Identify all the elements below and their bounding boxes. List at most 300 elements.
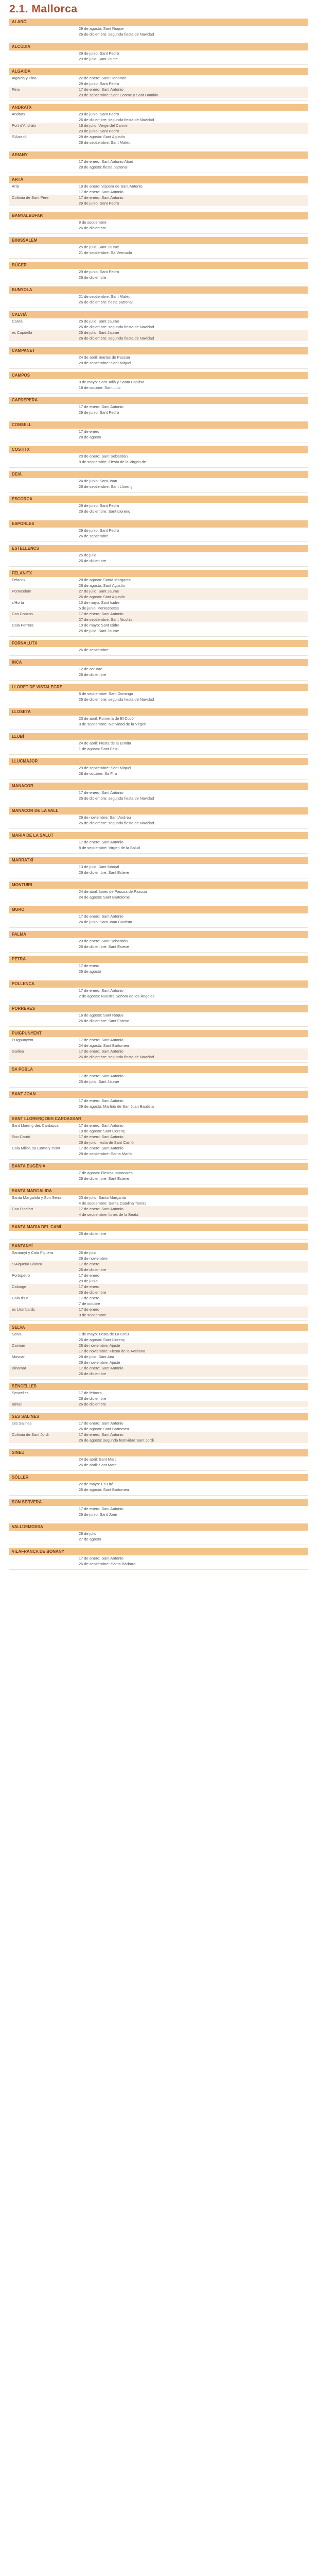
date-cell: 17 de enero: Sant Antonio <box>79 1421 123 1426</box>
holiday-list <box>9 691 308 702</box>
municipality-header: ESPORLES <box>9 520 308 528</box>
holiday-row <box>9 92 308 98</box>
municipality-header: SÓLLER <box>9 1474 308 1481</box>
divider <box>9 1379 308 1380</box>
holiday-list <box>9 790 308 801</box>
date-cell: 17 de enero <box>79 1284 100 1289</box>
date-cell: 17 de enero: Sant Antonio <box>79 840 123 844</box>
holiday-list <box>9 864 308 875</box>
locality-cell <box>9 765 79 771</box>
holiday-row <box>9 503 308 509</box>
date-cell: 26 de noviembre: Sant Andreu <box>79 815 131 820</box>
holiday-row <box>9 1267 308 1273</box>
holiday-list <box>9 1098 308 1109</box>
date-cell: 28 de agosto: fiesta patronal <box>79 165 128 170</box>
date-cell: 17 de enero <box>79 1262 100 1266</box>
holiday-row <box>9 1555 308 1561</box>
locality-cell: Calvià <box>12 319 23 324</box>
holiday-row <box>9 1365 308 1371</box>
municipality-header: CALVIÀ <box>9 311 308 318</box>
holiday-row <box>9 354 308 360</box>
municipality-header: BÚGER <box>9 262 308 269</box>
holiday-row <box>9 583 308 588</box>
locality-cell: Felanitx <box>12 578 26 582</box>
holiday-list <box>9 913 308 925</box>
municipality-header: SES SALINES <box>9 1413 308 1420</box>
date-cell: 7 de octubre <box>79 1301 100 1306</box>
holiday-list <box>9 183 308 206</box>
holiday-row <box>9 1354 308 1360</box>
holiday-row <box>9 577 308 583</box>
locality-cell: ses Salines <box>12 1421 32 1426</box>
locality-cell <box>9 1348 79 1354</box>
locality-cell: Selva <box>12 1332 22 1336</box>
holiday-row <box>9 219 308 225</box>
date-cell: 26 de diciembre: Sant Esteve <box>79 944 129 949</box>
locality-cell: es Capdellà <box>12 330 32 335</box>
holiday-row <box>9 1128 308 1134</box>
date-cell: 26 de abril: Sant Marc <box>79 1463 117 1467</box>
date-cell: 26 de diciembre: segunda fiesta de Navidad <box>79 32 154 37</box>
locality-cell: Cala Millor, sa Coma y s'Illot <box>12 1146 60 1150</box>
locality-cell: Port d'Andratx <box>12 123 37 128</box>
holiday-row <box>9 335 308 341</box>
locality-cell <box>9 594 79 600</box>
locality-cell <box>9 81 79 87</box>
holiday-list <box>9 815 308 826</box>
divider <box>9 1320 308 1321</box>
locality-cell: Galilea <box>12 1049 24 1054</box>
date-cell: 26 de diciembre: Sant Esteve <box>79 1176 129 1181</box>
locality-cell: Can Picafort <box>12 1207 33 1211</box>
holiday-row <box>9 894 308 900</box>
holiday-row <box>9 330 308 335</box>
locality-cell <box>9 1018 79 1024</box>
locality-cell <box>9 1140 79 1145</box>
holiday-row <box>9 1037 308 1043</box>
date-cell: 17 de enero <box>79 1296 100 1300</box>
locality-cell <box>9 92 79 98</box>
divider <box>9 754 308 755</box>
locality-cell <box>9 1176 79 1181</box>
locality-cell: Sencelles <box>12 1391 29 1395</box>
date-cell: 17 de enero <box>79 429 100 434</box>
locality-cell: Puigpunyent <box>12 1038 33 1042</box>
locality-cell <box>9 740 79 746</box>
holiday-row <box>9 275 308 280</box>
divider <box>9 233 308 234</box>
holiday-list <box>9 1531 308 1542</box>
locality-cell <box>9 628 79 634</box>
holiday-row <box>9 552 308 558</box>
holiday-row <box>9 140 308 145</box>
holiday-row <box>9 1487 308 1493</box>
locality-cell <box>9 459 79 465</box>
locality-cell <box>9 993 79 999</box>
locality-cell <box>9 1012 79 1018</box>
date-cell: 24 de agosto: Sant Bartomeu <box>79 1043 129 1048</box>
holiday-row <box>9 605 308 611</box>
locality-cell: Portocolom <box>12 589 31 594</box>
holiday-row <box>9 771 308 776</box>
holiday-row <box>9 195 308 200</box>
holiday-row <box>9 244 308 250</box>
holiday-row <box>9 870 308 875</box>
locality-cell <box>9 379 79 385</box>
date-cell: 17 de enero <box>79 1307 100 1312</box>
municipality-header: VILAFRANCA DE BONANY <box>9 1548 308 1555</box>
locality-cell <box>9 26 79 31</box>
date-cell: 1 de agosto: Sant Feliu <box>79 747 119 751</box>
date-cell: 1 de mayo: Festa de La Creu <box>79 1332 129 1336</box>
locality-cell <box>9 225 79 231</box>
municipality-header: ALCÚDIA <box>9 43 308 50</box>
holiday-row <box>9 1256 308 1261</box>
locality-cell <box>9 938 79 944</box>
date-cell: 26 de diciembre <box>79 672 107 677</box>
locality-cell <box>9 558 79 564</box>
divider <box>9 566 308 567</box>
date-cell: 17 de enero: Sant Antonio <box>79 1098 123 1103</box>
municipality-header: SANTA MARIA DEL CAMÍ <box>9 1224 308 1231</box>
date-cell: 26 de diciembre <box>79 275 107 280</box>
date-cell: 26 de noviembre <box>79 1256 108 1261</box>
holiday-row <box>9 1301 308 1307</box>
holiday-row <box>9 666 308 672</box>
date-cell: 17 de enero: Sant Antonio <box>79 790 123 795</box>
locality-cell <box>9 484 79 489</box>
locality-cell <box>9 969 79 974</box>
holiday-list <box>9 159 308 170</box>
locality-cell <box>9 1128 79 1134</box>
divider <box>9 655 308 656</box>
locality-cell <box>9 1231 79 1236</box>
holiday-row <box>9 1390 308 1396</box>
locality-cell <box>9 117 79 123</box>
holiday-list <box>9 111 308 145</box>
holiday-list <box>9 1506 308 1517</box>
date-cell: 26 de agosto: Sant Bartomeu <box>79 1427 129 1431</box>
date-cell: 28 de julio: Sant Ana <box>79 1354 114 1359</box>
holiday-list <box>9 1481 308 1493</box>
locality-cell <box>9 533 79 539</box>
holiday-row <box>9 1134 308 1140</box>
municipality-header: COSTITX <box>9 446 308 453</box>
date-cell: 21 de septiembre: Sa Vermada <box>79 250 132 255</box>
locality-cell <box>9 889 79 894</box>
date-cell: 20 de enero: Sant Sebastián <box>79 454 128 459</box>
municipality-header: LLOSETA <box>9 708 308 716</box>
holiday-list <box>9 404 308 415</box>
date-cell: 25 de julio <box>79 553 97 557</box>
locality-cell <box>9 691 79 697</box>
date-cell: 17 de enero <box>79 1273 100 1278</box>
holiday-list <box>9 1123 308 1157</box>
date-cell: 17 de enero: Sant Antonio <box>79 1506 123 1511</box>
section-0 <box>9 3 308 1573</box>
holiday-row <box>9 189 308 195</box>
date-cell: 26 de agosto <box>79 969 101 974</box>
holiday-list <box>9 379 308 391</box>
locality-cell <box>9 1212 79 1217</box>
locality-cell: Biniali <box>12 1402 23 1406</box>
holiday-row <box>9 1481 308 1487</box>
holiday-row <box>9 617 308 622</box>
date-cell: 28 de agosto: Sant Agustín <box>79 134 126 139</box>
divider <box>9 636 308 637</box>
locality-cell <box>9 583 79 588</box>
locality-cell <box>9 434 79 440</box>
locality-cell <box>9 1462 79 1468</box>
divider <box>9 368 308 369</box>
date-cell: 28 de agosto <box>79 435 101 439</box>
date-cell: 26 de noviembre: Ajuste <box>79 1343 120 1348</box>
holiday-row <box>9 1273 308 1278</box>
date-cell: 26 de diciembre: Sant Esteve <box>79 1019 129 1023</box>
date-cell: 17 de enero: Sant Antonio <box>79 1074 123 1078</box>
holiday-row <box>9 453 308 459</box>
holiday-row <box>9 134 308 140</box>
date-cell: 27 de julio: Sant Jaume <box>79 589 119 594</box>
date-cell: 26 de diciembre <box>79 1371 107 1376</box>
holiday-row <box>9 845 308 851</box>
date-cell: 26 de julio <box>79 1250 97 1255</box>
date-cell: 20 de enero: Sant Sebastián <box>79 939 128 943</box>
holiday-row <box>9 1337 308 1343</box>
locality-cell <box>9 988 79 993</box>
locality-cell <box>9 164 79 170</box>
locality-cell <box>9 360 79 366</box>
municipality-header: FORNALUTX <box>9 640 308 647</box>
date-cell: 24 de agosto: Sant Bartolomé <box>79 895 130 900</box>
date-cell: 29 de junio: Sant Pedro <box>79 269 119 274</box>
date-cell: 17 de enero: Sant Antonio <box>79 190 123 194</box>
date-cell: 17 de enero: Sant Antonio <box>79 1366 123 1370</box>
date-cell: 17 de noviembre: Fiesta de la Avellana <box>79 1349 146 1353</box>
holiday-list <box>9 1331 308 1377</box>
holiday-row <box>9 478 308 484</box>
locality-cell <box>9 1170 79 1176</box>
holiday-row <box>9 740 308 746</box>
date-cell: 22 de mayo: Es Firó <box>79 1482 114 1486</box>
divider <box>9 828 308 829</box>
holiday-row <box>9 404 308 410</box>
municipality-header: SENCELLES <box>9 1383 308 1390</box>
locality-cell: es Llombards <box>12 1307 36 1312</box>
date-cell: 17 de enero: Sant Antonio <box>79 195 123 200</box>
locality-cell <box>9 250 79 256</box>
date-cell: 29 de junio: Sant Pedro <box>79 129 119 133</box>
locality-cell <box>9 672 79 677</box>
holiday-row <box>9 379 308 385</box>
date-cell: 17 de enero: Sant Antonio <box>79 1049 123 1054</box>
holiday-list <box>9 839 308 851</box>
holiday-row <box>9 944 308 950</box>
divider <box>9 258 308 259</box>
holiday-row <box>9 1212 308 1217</box>
holiday-list <box>9 244 308 256</box>
date-cell: 28 de septiembre: Santa María <box>79 1151 132 1156</box>
locality-cell <box>9 269 79 275</box>
municipality-header: SON SERVERA <box>9 1499 308 1506</box>
date-cell: 26 de diciembre: segunda fiesta de Navidad <box>79 697 154 702</box>
date-cell: 26 de julio: fiesta de Sant Carrió <box>79 1140 134 1145</box>
date-cell: 18 de octubre: Sant Lluc <box>79 385 121 390</box>
locality-cell <box>9 913 79 919</box>
holiday-row <box>9 1261 308 1267</box>
date-cell: 10 de mayo: Sant Isidre <box>79 623 120 628</box>
locality-cell: Binamar <box>12 1366 26 1370</box>
date-cell: 26 de agosto: Sant Agustín <box>79 595 126 599</box>
locality-cell <box>9 1512 79 1517</box>
locality-cell <box>9 1337 79 1343</box>
date-cell: 26 de junio: Sant Joan <box>79 1512 117 1517</box>
locality-cell <box>9 1256 79 1261</box>
municipality-header: BUNYOLA <box>9 286 308 294</box>
holiday-list <box>9 647 308 653</box>
date-cell: 5 de junio: Pentecostés <box>79 606 119 611</box>
holiday-row <box>9 459 308 465</box>
locality-cell <box>9 1073 79 1079</box>
holiday-row <box>9 1290 308 1295</box>
date-cell: 8 de septiembre <box>79 1313 107 1317</box>
divider <box>9 1159 308 1160</box>
municipality-header: CAMPANET <box>9 347 308 354</box>
divider <box>9 64 308 65</box>
municipality-header: ESTELLENCS <box>9 545 308 552</box>
date-cell: 26 de agosto: Sant Bartomeu <box>79 1487 129 1492</box>
locality-cell <box>9 200 79 206</box>
date-cell: 10 de mayo: Sant Isidre <box>79 600 120 605</box>
holiday-list <box>9 75 308 98</box>
divider <box>9 1569 308 1570</box>
holiday-row <box>9 795 308 801</box>
holiday-list <box>9 269 308 280</box>
holiday-list <box>9 26 308 37</box>
date-cell: 24 de junio: Sant Joan Bautista <box>79 920 132 924</box>
date-cell: 17 de enero: Sant Antonio <box>79 914 123 919</box>
locality-cell <box>9 647 79 653</box>
date-cell: 26 de diciembre: fiesta patronal <box>79 300 133 304</box>
locality-cell <box>9 944 79 950</box>
locality-cell: Cala d'Or <box>12 1296 28 1300</box>
locality-cell <box>9 1151 79 1157</box>
municipality-header: MANACOR <box>9 783 308 790</box>
date-cell: 12 de octubre <box>79 667 102 671</box>
municipality-header: LLUBÍ <box>9 733 308 740</box>
holiday-row <box>9 889 308 894</box>
holiday-row <box>9 128 308 134</box>
date-cell: 8 de septiembre: Fiesta de la Virgen de <box>79 460 146 464</box>
date-cell: 26 de agosto: Sant Llorenç <box>79 1337 125 1342</box>
date-cell: 29 de septiembre: Sant Cosme y Sant Damián <box>79 93 158 97</box>
locality-cell <box>9 140 79 145</box>
holiday-row <box>9 1437 308 1443</box>
holiday-row <box>9 56 308 62</box>
municipality-header: CAMPOS <box>9 372 308 379</box>
date-cell: 17 de enero: Sant Antonio <box>79 1207 123 1211</box>
date-cell: 26 de julio <box>79 1531 97 1536</box>
date-cell: 20 de julio: Santa Margarita <box>79 1195 126 1200</box>
date-cell: 10 de agosto: Sant Llorenç <box>79 1129 125 1133</box>
date-cell: 8 de septiembre: Sant Domingo <box>79 691 133 696</box>
holiday-row <box>9 558 308 564</box>
date-cell: 25 de julio: Sant Jaume <box>79 629 119 633</box>
locality-cell: Sant Llorenç des Cardassar <box>12 1123 60 1128</box>
date-cell: 8 de septiembre <box>79 220 107 225</box>
date-cell: 26 de diciembre: Sant Esteve <box>79 870 129 875</box>
holiday-list <box>9 318 308 341</box>
holiday-row <box>9 600 308 605</box>
holiday-row <box>9 919 308 925</box>
date-cell: 26 de septiembre: Sant Llorenç <box>79 484 133 489</box>
locality-cell <box>9 528 79 533</box>
holiday-list <box>9 1195 308 1217</box>
holiday-row <box>9 75 308 81</box>
locality-cell <box>9 617 79 622</box>
locality-cell <box>9 509 79 514</box>
holiday-row <box>9 318 308 324</box>
holiday-row <box>9 1140 308 1145</box>
holiday-row <box>9 123 308 128</box>
locality-cell <box>9 716 79 721</box>
date-cell: 26 de diciembre: segunda fiesta de Navidad <box>79 796 154 801</box>
municipality-header: PUIGPUNYENT <box>9 1030 308 1037</box>
date-cell: 17 de febrero <box>79 1391 102 1395</box>
divider <box>9 393 308 394</box>
locality-cell <box>9 697 79 702</box>
locality-cell <box>9 294 79 299</box>
municipality-header: BANYALBUFAR <box>9 212 308 219</box>
date-cell: 29 de julio: Sant Jaime <box>79 57 118 61</box>
date-cell: 26 de agosto: Sant Agustín <box>79 583 126 588</box>
holiday-row <box>9 716 308 721</box>
date-cell: 26 de septiembre <box>79 648 109 652</box>
holiday-row <box>9 434 308 440</box>
holiday-row <box>9 1073 308 1079</box>
holiday-row <box>9 1012 308 1018</box>
date-cell: 17 de enero: Sant Antonio Abad <box>79 159 133 164</box>
date-cell: 26 de septiembre: Sant Mateu <box>79 140 131 145</box>
locality-cell <box>9 790 79 795</box>
date-cell: 29 de junio: Sant Pedro <box>79 410 119 415</box>
date-cell: 17 de enero <box>79 963 100 968</box>
municipality-header: ESCORCA <box>9 496 308 503</box>
locality-cell: S'Alqueria Blanca <box>12 1262 42 1266</box>
date-cell: 26 de agosto: segunda festividad Sant Jordi <box>79 1438 154 1443</box>
municipality-header: SINEU <box>9 1449 308 1456</box>
locality-cell <box>9 50 79 56</box>
locality-cell <box>9 128 79 134</box>
holiday-row <box>9 864 308 870</box>
date-cell: 24 de abril: Fiesta de la Ermita <box>79 741 131 745</box>
holiday-row <box>9 1231 308 1236</box>
locality-cell <box>9 159 79 164</box>
locality-cell <box>9 1054 79 1060</box>
divider <box>9 1495 308 1496</box>
municipality-header: POLLENÇA <box>9 980 308 988</box>
holiday-row <box>9 969 308 974</box>
holiday-row <box>9 628 308 634</box>
municipality-header: MANACOR DE LA VALL <box>9 807 308 815</box>
holiday-row <box>9 820 308 826</box>
holiday-list <box>9 1170 308 1181</box>
date-cell: 7 de agosto: Fiestas patronales <box>79 1171 133 1175</box>
municipality-header: MARRATXÍ <box>9 857 308 864</box>
holiday-list <box>9 552 308 564</box>
locality-cell <box>9 410 79 415</box>
holiday-list <box>9 716 308 727</box>
